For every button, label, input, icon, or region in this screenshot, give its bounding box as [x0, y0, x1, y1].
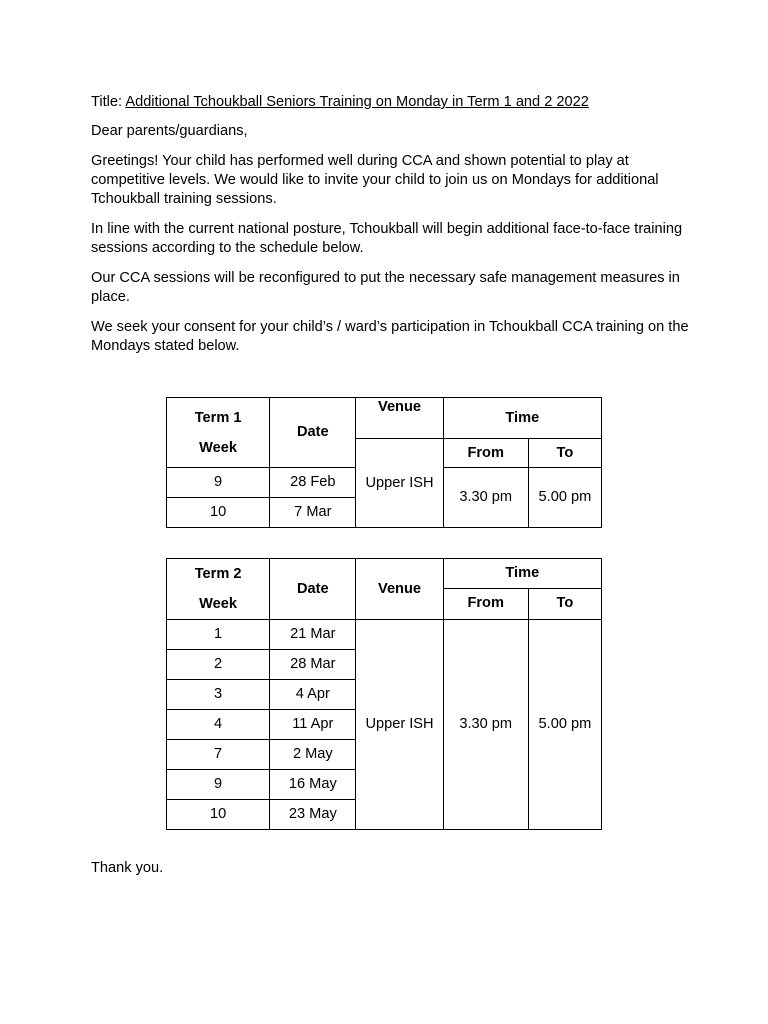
letter-greeting: Dear parents/guardians,	[91, 123, 248, 139]
term2-schedule-table	[166, 558, 602, 830]
term2-to-header: To	[528, 588, 601, 619]
title-text: Additional Tchoukball Seniors Training on Monday in Term 1 and 2 2022	[125, 94, 589, 110]
term1-venue-header	[356, 398, 443, 439]
term2-date-cell: 4 Apr	[270, 680, 356, 710]
term1-week-label: Week	[199, 439, 238, 456]
term2-date-cell: 28 Mar	[270, 650, 356, 680]
term1-to-cell: 5.00 pm	[528, 468, 601, 528]
term2-venue-header: Venue	[356, 559, 443, 620]
term1-schedule-table	[166, 397, 602, 528]
letter-closing: Thank you.	[91, 860, 164, 876]
term1-venue-cell: Upper ISH	[356, 439, 443, 528]
term2-date-cell: 2 May	[270, 740, 356, 770]
title-prefix: Title:	[91, 94, 126, 110]
term2-from-header: From	[443, 588, 528, 619]
term1-week-cell: 9	[167, 468, 270, 498]
term2-date-cell: 21 Mar	[270, 620, 356, 650]
term2-venue-cell: Upper ISH	[356, 620, 443, 830]
term2-week-cell: 4	[167, 710, 270, 740]
term2-date-header: Date	[270, 559, 356, 620]
term2-time-header: Time	[443, 559, 601, 589]
term2-from-cell: 3.30 pm	[443, 620, 528, 830]
term1-time-header: Time	[443, 398, 601, 439]
term2-week-cell: 7	[167, 740, 270, 770]
term2-date-cell: 16 May	[270, 770, 356, 800]
term1-date-header: Date	[270, 398, 356, 468]
term1-to-header: To	[528, 439, 601, 468]
term1-week-cell: 10	[167, 498, 270, 528]
table-row	[167, 620, 602, 650]
term1-date-cell: 28 Feb	[270, 468, 356, 498]
term2-week-cell: 10	[167, 800, 270, 830]
term1-venue-header-label: Venue	[378, 399, 422, 415]
term1-from-cell: 3.30 pm	[443, 468, 528, 528]
term2-date-cell: 23 May	[270, 800, 356, 830]
term2-week-header	[167, 559, 270, 620]
term1-from-header: From	[443, 439, 528, 468]
term2-week-cell: 1	[167, 620, 270, 650]
letter-title	[91, 93, 691, 112]
paragraph-national-posture: In line with the current national posture, Tchoukball will begin additional face-to-face training sessions according to the schedule below.	[91, 221, 683, 256]
term2-week-cell: 3	[167, 680, 270, 710]
paragraph-invitation: Greetings! Your child has performed well during CCA and shown potential to play at competitive levels. We would like to invite your child to join us on Mondays for additional Tchoukball training sessions.	[91, 153, 659, 207]
paragraph-consent: We seek your consent for your child’s / ward’s participation in Tchoukball CCA training on the Mondays stated below.	[91, 319, 689, 354]
term2-to-cell: 5.00 pm	[528, 620, 601, 830]
term1-week-header	[167, 398, 270, 468]
term2-week-cell: 9	[167, 770, 270, 800]
term1-term-label: Term 1	[194, 409, 242, 426]
term2-week-cell: 2	[167, 650, 270, 680]
term2-week-label: Week	[199, 596, 238, 612]
term2-term-label: Term 2	[194, 566, 242, 582]
term2-date-cell: 11 Apr	[270, 710, 356, 740]
paragraph-safe-management: Our CCA sessions will be reconfigured to put the necessary safe management measures in place.	[91, 270, 680, 305]
term1-date-cell: 7 Mar	[270, 498, 356, 528]
